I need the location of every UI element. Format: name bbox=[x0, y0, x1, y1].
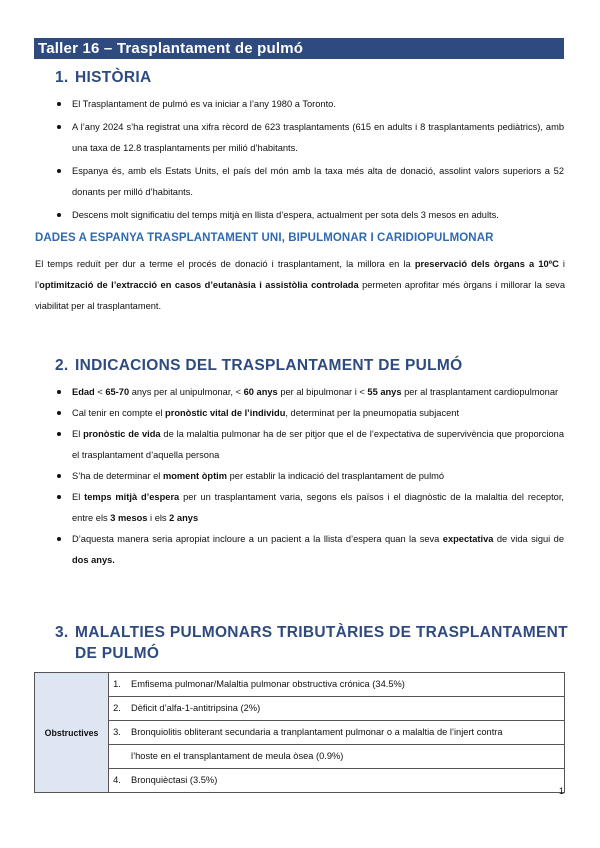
indicacions-list bbox=[57, 382, 564, 571]
section-title: MALALTIES PULMONARS TRIBUTÀRIES DE TRASPLANTAMENT bbox=[75, 624, 568, 641]
section-heading-malalties bbox=[55, 622, 568, 664]
list-item: El temps mitjà d’espera per un trasplantament varia, segons els països i el diagnòstic de la malaltia del receptor, entre els 3 mesos i els 2 anys bbox=[57, 487, 564, 529]
table-row bbox=[35, 769, 565, 793]
item-number: 2. bbox=[109, 697, 126, 721]
document-header-bar bbox=[34, 38, 564, 59]
item-number: 3. bbox=[109, 721, 126, 745]
item-text: Dèficit d’alfa-1-antitripsina (2%) bbox=[125, 697, 565, 721]
section-title: HISTÒRIA bbox=[75, 69, 152, 86]
section-number: 2. bbox=[55, 357, 69, 374]
list-item: Cal tenir en compte el pronòstic vital de l’individu, determinat per la pneumopatia subjacent bbox=[57, 403, 564, 424]
table-row bbox=[35, 697, 565, 721]
list-item: A l’any 2024 s’ha registrat una xifra rècord de 623 trasplantaments (615 en adults i 8 trasplantaments pediàtrics), amb una taxa de 12.8 trasplantaments per milió d’habitants. bbox=[57, 117, 564, 159]
item-text: Bronquiolitis obliterant secundaria a tranplantament pulmonar o a malaltia de l’injert contra bbox=[125, 721, 565, 745]
list-item: El pronòstic de vida de la malaltia pulmonar ha de ser pitjor que el de l’expectativa de supervivència que proporciona el trasplantament d’aquella persona bbox=[57, 424, 564, 466]
subsection-heading-dades: DADES A ESPANYA TRASPLANTAMENT UNI, BIPULMONAR I CARIDIOPULMONAR bbox=[35, 232, 494, 244]
section-heading-historia bbox=[55, 69, 151, 87]
category-cell: Obstructives bbox=[35, 673, 109, 793]
table-row bbox=[35, 673, 565, 697]
list-item: El Trasplantament de pulmó es va iniciar a l’any 1980 a Toronto. bbox=[57, 94, 564, 115]
list-item: Edad < 65-70 anys per al unipulmonar, < 60 anys per al bipulmonar i < 55 anys per al trasplantament cardiopulmonar bbox=[57, 382, 564, 403]
item-number: 4. bbox=[109, 769, 126, 793]
item-text: l’hoste en el transplantament de meula òsea (0.9%) bbox=[125, 745, 565, 769]
section-number: 1. bbox=[55, 69, 69, 86]
page-number: 1 bbox=[558, 786, 564, 796]
item-text: Emfisema pulmonar/Malaltia pulmonar obstructiva crónica (34.5%) bbox=[125, 673, 565, 697]
document-title: Taller 16 – Trasplantament de pulmó bbox=[38, 40, 304, 57]
section-title-continued: DE PULMÓ bbox=[75, 645, 160, 662]
dades-paragraph: El temps reduït per dur a terme el procés de donació i trasplantament, la millora en la preservació dels òrgans a 10ºC i l’optimització de l’extracció en casos d’eutanàsia i assistòlia controlada permeten aprofitar més òrgans i millorar la seva viabilitat per al trasplantament. bbox=[35, 259, 565, 311]
list-item: Descens molt significatiu del temps mitjà en llista d’espera, actualment per sota dels 3 mesos en adults. bbox=[57, 205, 564, 226]
section-heading-indicacions bbox=[55, 357, 462, 375]
list-item: D’aquesta manera seria apropiat incloure a un pacient a la llista d’espera quan la seva expectativa de vida sigui de dos anys. bbox=[57, 529, 564, 571]
list-item: Espanya és, amb els Estats Units, el país del món amb la taxa més alta de donació, assolint valors superiors a 52 donants per milló d’habitants. bbox=[57, 161, 564, 203]
list-item: S’ha de determinar el moment òptim per establir la indicació del trasplantament de pulmó bbox=[57, 466, 564, 487]
section-title: INDICACIONS DEL TRASPLANTAMENT DE PULMÓ bbox=[75, 357, 463, 374]
table-row bbox=[35, 745, 565, 769]
historia-list bbox=[57, 94, 564, 226]
item-text: Bronquièctasi (3.5%) bbox=[125, 769, 565, 793]
table-row bbox=[35, 721, 565, 745]
section-number: 3. bbox=[55, 624, 69, 641]
malalties-table bbox=[34, 672, 565, 793]
item-number: 1. bbox=[109, 673, 126, 697]
